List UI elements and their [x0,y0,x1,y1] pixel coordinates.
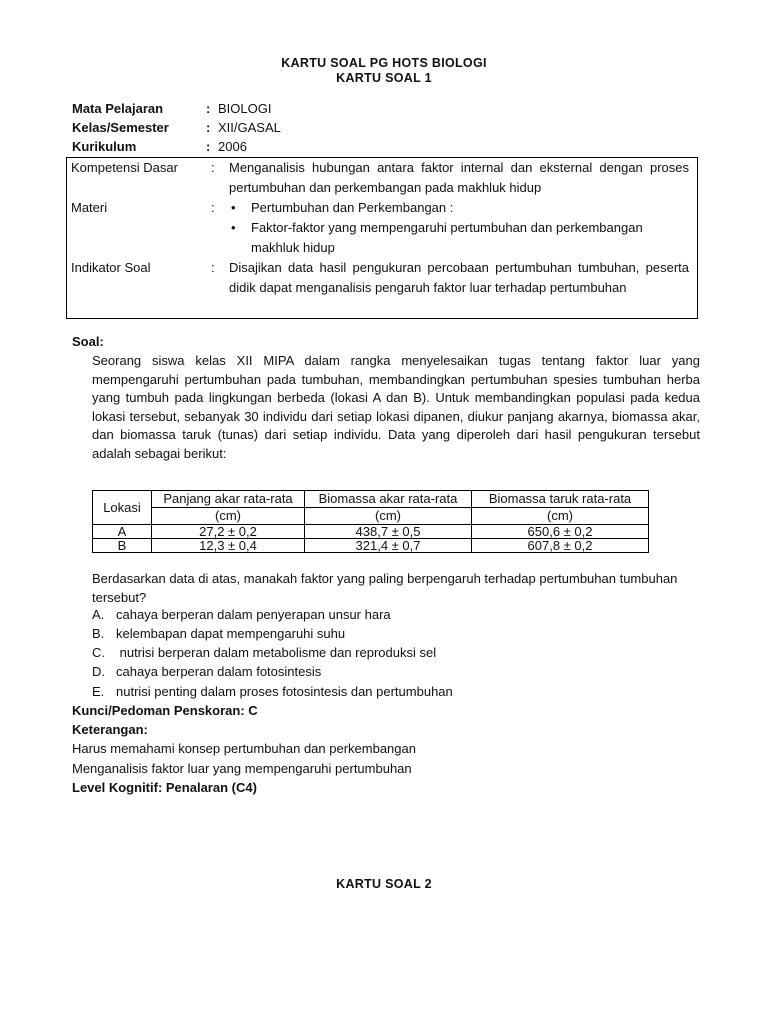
keterangan-label: Keterangan: [72,722,148,737]
table-cell: 607,8 ± 0,2 [472,539,649,553]
soal-label: Soal: [72,334,104,349]
meta-value: XII/GASAL [218,120,281,135]
table-unit-row [93,508,649,525]
meta-label: Kurikulum [72,139,137,154]
kd-value: Menganalisis hubungan antara faktor internal dan eksternal dengan proses pertumbuhan dan perkembangan pada makhluk hidup [229,160,689,195]
table-header-row [93,491,649,508]
meta-label: Mata Pelajaran [72,101,164,116]
meta-label: Kelas/Semester [72,120,169,135]
materi-list [229,198,689,258]
table-unit-cell: (cm) [305,508,472,525]
materi-row [67,198,697,258]
option-letter: D. [92,664,105,679]
table-row [93,539,649,553]
option-text: cahaya berperan dalam penyerapan unsur hara [116,607,391,622]
data-table [92,490,649,553]
card-title: KARTU SOAL 1 [336,71,432,85]
meta-curriculum [72,137,247,157]
materi-label: Materi [71,200,108,215]
indikator-label: Indikator Soal [71,260,151,275]
table-cell: B [93,539,152,553]
materi-colon: : [211,200,215,215]
table-header-cell: Biomassa taruk rata-rata [472,491,649,508]
table-cell: 650,6 ± 0,2 [472,525,649,539]
keterangan-line: Menganalisis faktor luar yang mempengaruhi pertumbuhan [72,761,412,776]
table-cell: 12,3 ± 0,4 [152,539,305,553]
table-header-cell: Biomassa akar rata-rata [305,491,472,508]
indikator-colon: : [211,260,215,275]
materi-item: • Faktor-faktor yang mempengaruhi pertumbuhan dan perkembangan makhluk hidup [229,218,689,258]
table-cell: 438,7 ± 0,5 [305,525,472,539]
table-cell: A [93,525,152,539]
meta-colon: : [206,120,211,135]
option-text: kelembapan dapat mempengaruhi suhu [116,626,346,641]
cognitive-level: Level Kognitif: Penalaran (C4) [72,780,257,795]
table-unit-cell: (cm) [152,508,305,525]
question-text: Berdasarkan data di atas, manakah faktor yang paling berpengaruh terhadap pertumbuhan tumbuhan tersebut? [92,571,678,605]
meta-colon: : [206,101,211,116]
kd-label: Kompetensi Dasar [71,160,178,175]
document-title: KARTU SOAL PG HOTS BIOLOGI [281,56,487,70]
option-d [92,662,321,681]
table-row [93,525,649,539]
option-text: cahaya berperan dalam fotosintesis [116,664,322,679]
next-card-title: KARTU SOAL 2 [336,877,432,891]
soal-stem: Seorang siswa kelas XII MIPA dalam rangka menyelesaikan tugas tentang faktor luar yang mempengaruhi pertumbuhan pada tumbuhan, membandingkan pertumbuhan spesies tumbuhan herba yang tumbuh pada lingkungan berbeda (lokasi A dan B). Untuk membandingkan populasi pada kedua lokasi tersebut, sebanyak 30 individu dari setiap lokasi dipanen, diukur panjang akarnya, biomassa akar, dan biomassa taruk (tunas) dari setiap individu. Data yang diperoleh dari hasil pengukuran tersebut adalah sebagai berikut: [92,353,700,461]
option-letter: A. [92,607,105,622]
table-unit-cell: (cm) [472,508,649,525]
option-a [92,605,391,624]
table-cell: 321,4 ± 0,7 [305,539,472,553]
option-letter: B. [92,626,105,641]
materi-item: • Pertumbuhan dan Perkembangan : [229,198,689,218]
option-letter: C. [92,645,105,660]
option-b [92,624,345,643]
table-cell: 27,2 ± 0,2 [152,525,305,539]
option-letter: E. [92,684,105,699]
meta-value: BIOLOGI [218,101,272,116]
kd-row [67,158,697,198]
option-c [92,643,436,662]
indikator-row [67,258,697,318]
answer-key: Kunci/Pedoman Penskoran: C [72,703,258,718]
keterangan-line: Harus memahami konsep pertumbuhan dan perkembangan [72,741,416,756]
competency-box [66,157,698,319]
indikator-value: Disajikan data hasil pengukuran percobaan pertumbuhan tumbuhan, peserta didik dapat menganalisis pengaruh faktor luar terhadap pertumbuhan [229,260,689,295]
meta-class-semester [72,118,281,138]
table-header-cell: Lokasi [93,491,152,525]
table-header-cell: Panjang akar rata-rata [152,491,305,508]
option-text: nutrisi berperan dalam metabolisme dan reproduksi sel [116,645,437,660]
meta-subject [72,99,271,119]
option-text: nutrisi penting dalam proses fotosintesis dan pertumbuhan [116,684,453,699]
meta-colon: : [206,139,211,154]
option-e [92,682,453,701]
kd-colon: : [211,160,215,175]
meta-value: 2006 [218,139,247,154]
